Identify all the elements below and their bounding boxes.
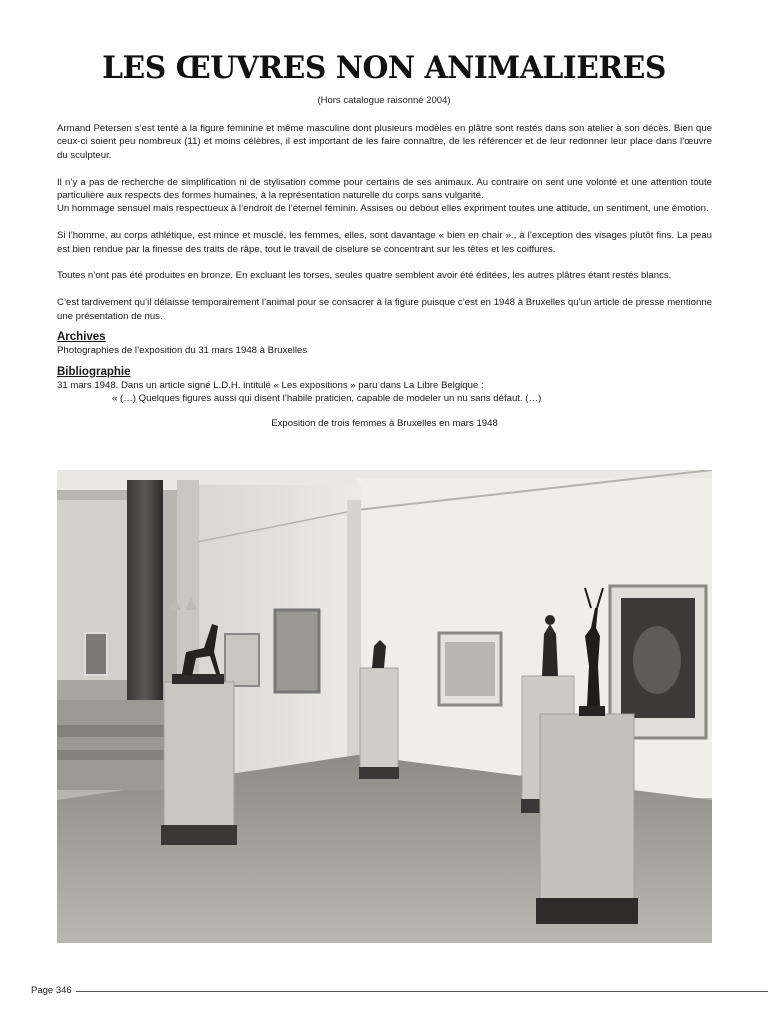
archives-text: Photographies de l’exposition du 31 mars 1948 à Bruxelles xyxy=(57,345,308,357)
bibliography-heading: Bibliographie xyxy=(57,366,131,379)
archives-heading: Archives xyxy=(57,331,106,344)
paragraph-homme: Si l’homme, au corps athlétique, est mince et musclé, les femmes, elles, sont davantage « bien en chair »., à l’exception des visages plutôt fins. La peau est bien rendue par la finesse des traits de râpe, tout le travail de ciselure se concentrant sur les têtes et les coiffures. xyxy=(57,230,712,255)
paragraph-hommage: Un hommage sensuel mais respectueux à l’endroit de l’éternel féminin. Assises ou debout elles expriment toutes une attitude, un sentiment, une émotion. xyxy=(57,203,709,215)
photo-caption: Exposition de trois femmes à Bruxelles en mars 1948 xyxy=(271,418,498,430)
exhibition-photo xyxy=(57,470,712,943)
paragraph-stylisation: Il n’y a pas de recherche de simplification ni de stylisation comme pour certains de ses animaux. Au contraire on sent une volonté et une attention toute particulière aux respects des formes humaines, à la représentation naturelle du corps sans vulgarité. xyxy=(57,176,712,202)
page-title: LES ŒUVRES NON ANIMALIERES xyxy=(102,50,666,86)
paragraph-bronze: Toutes n’ont pas été produites en bronze. En excluant les torses, seules quatre semblent avoir été éditées, les autres plâtres étant restés blancs. xyxy=(57,270,672,282)
paragraph-intro: Armand Petersen s’est tenté à la figure féminine et même masculine dont plusieurs modèles en plâtre sont restés dans son atelier à son décès. Bien que ceux-ci soient peu nombreux (11) et moins célèbres, il est important de les faire connaître, de les référencer et de leur redonner leur place dans l’œuvre du sculpteur. xyxy=(57,123,712,161)
paragraph-tardivement: C’est tardivement qu’il délaisse temporairement l’animal pour se consacrer à la figure puisque c’est en 1948 à Bruxelles qu’un article de presse mentionne une présentation de nus. xyxy=(57,297,712,322)
body-text xyxy=(57,122,712,430)
footer-rule xyxy=(76,991,768,992)
bibliography-text: 31 mars 1948. Dans un article signé L.D.H. intitulé « Les expositions » paru dans La Libre Belgique : xyxy=(57,380,484,392)
page-number: Page 346 xyxy=(31,985,72,996)
page-subtitle: (Hors catalogue raisonné 2004) xyxy=(317,95,451,106)
bibliography-quote: « (…) Quelques figures aussi qui disent l’habile praticien, capable de modeler un nu sans défaut. (…) xyxy=(112,393,542,405)
